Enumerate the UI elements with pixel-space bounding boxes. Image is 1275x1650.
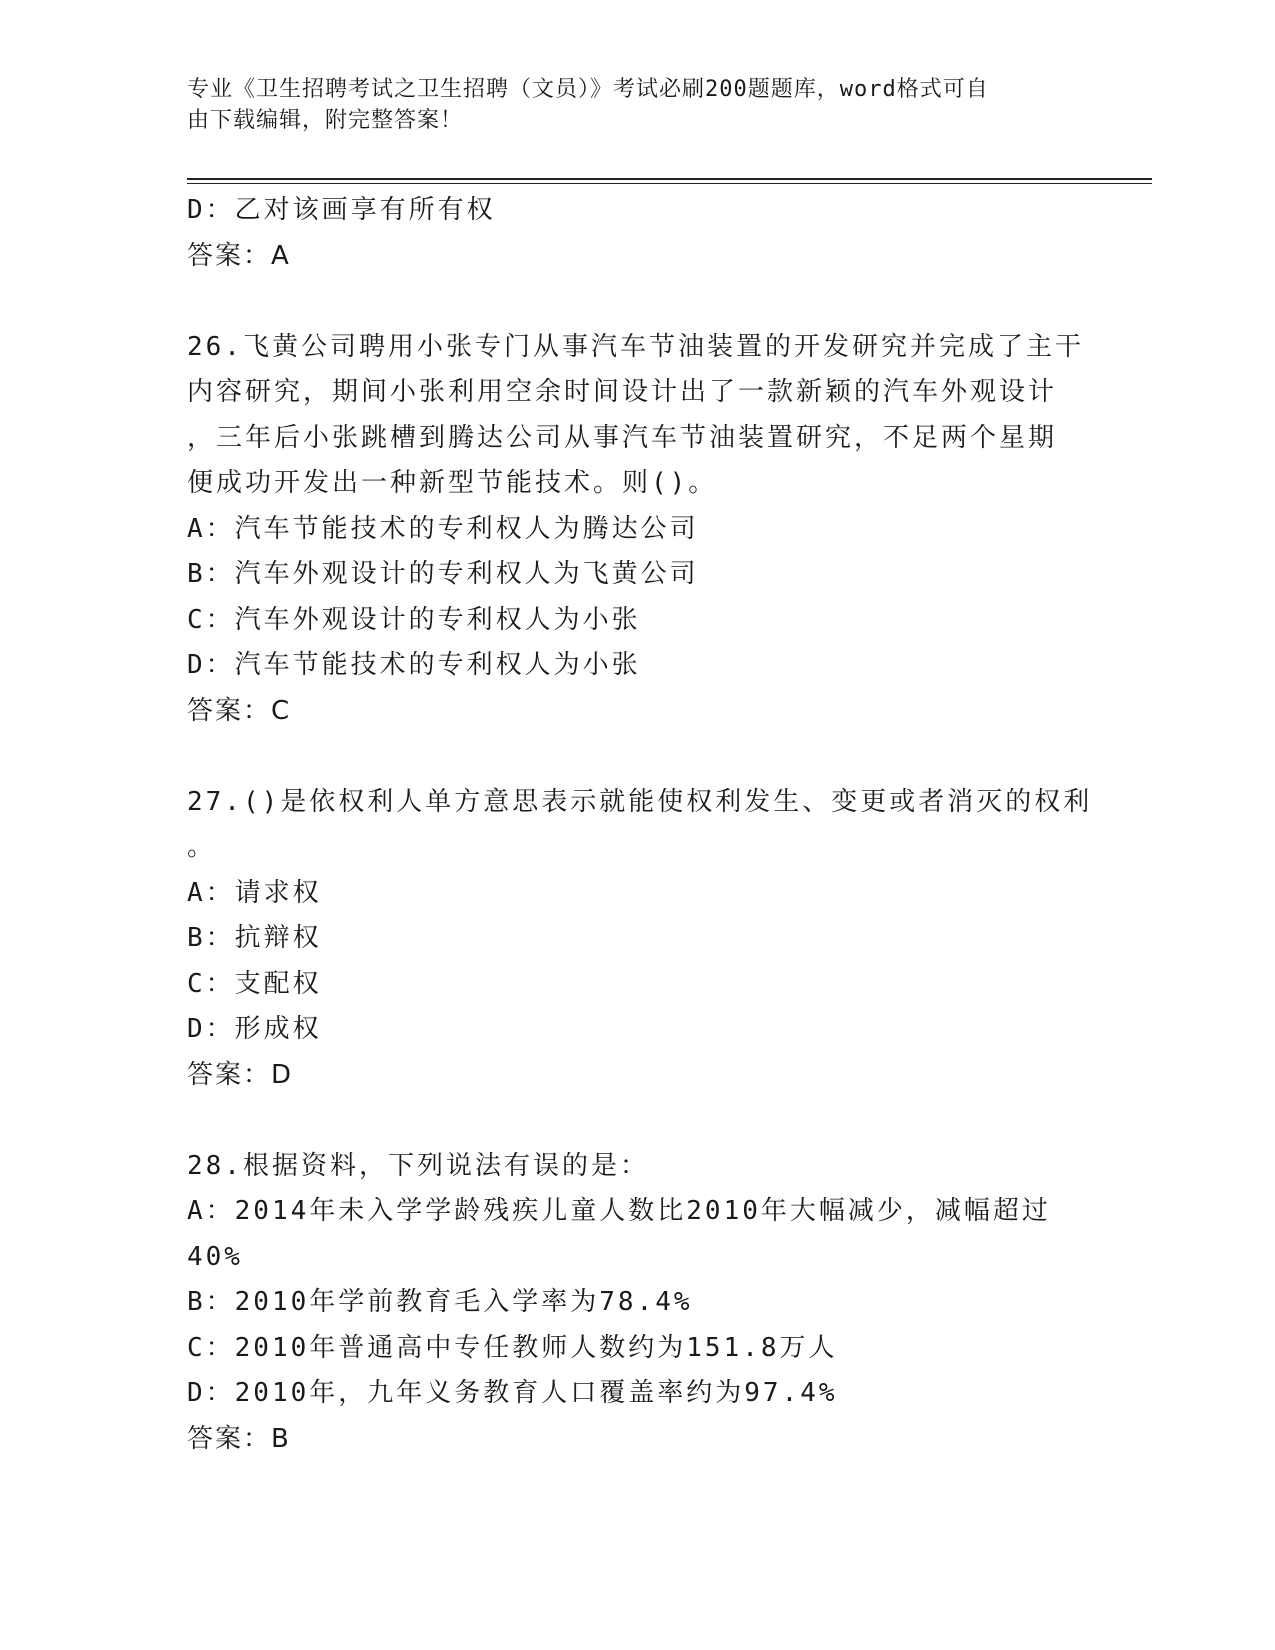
question-28-option-a: A：2014年未入学学龄残疾儿童人数比2010年大幅减少，减幅超过 (187, 1196, 1051, 1226)
question-27-stem-line-1: 27.()是依权利人单方意思表示就能使权利发生、变更或者消灭的权利 (187, 786, 1093, 817)
question-26-stem-line-4: 便成功开发出一种新型节能技术。则()。 (187, 468, 718, 498)
question-26-stem-line-3: ，三年后小张跳槽到腾达公司从事汽车节油装置研究，不足两个星期 (187, 422, 1058, 453)
question-26-option-d: D：汽车节能技术的专利权人为小张 (187, 650, 641, 680)
question-26-stem-line-1: 26.飞黄公司聘用小张专门从事汽车节油装置的开发研究并完成了主干 (187, 331, 1084, 362)
question-28 (187, 1144, 1087, 1463)
question-list (187, 188, 1093, 1462)
question-28-option-c: C：2010年普通高中专任教师人数约为151.8万人 (187, 1332, 838, 1363)
question-26-option-b: B：汽车外观设计的专利权人为飞黄公司 (187, 559, 699, 589)
spacer (187, 1098, 1087, 1144)
question-28-answer: 答案：B (187, 1423, 291, 1454)
question-27-option-a: A：请求权 (187, 877, 322, 908)
spacer (187, 279, 1087, 325)
header-rule-thin (187, 183, 1152, 184)
question-25-option-d: D：乙对该画享有所有权 (187, 195, 496, 225)
question-27-option-c: C：支配权 (187, 968, 322, 999)
question-28-option-a-continued: 40% (187, 1241, 243, 1272)
question-27-stem-line-2: 。 (187, 832, 217, 862)
question-26-option-a: A：汽车节能技术的专利权人为腾达公司 (187, 513, 699, 544)
question-28-stem-line-1: 28.根据资料，下列说法有误的是： (187, 1150, 649, 1181)
question-27 (187, 780, 1093, 1099)
question-26-stem-line-2: 内容研究，期间小张利用空余时间设计出了一款新颖的汽车外观设计 (187, 377, 1058, 407)
question-26 (187, 325, 1087, 735)
document-header (187, 74, 1067, 136)
question-28-option-d: D：2010年，九年义务教育人口覆盖率约为97.4% (187, 1378, 838, 1408)
question-25-tail (187, 188, 1087, 279)
question-26-option-c: C：汽车外观设计的专利权人为小张 (187, 604, 641, 635)
header-line-1: 专业《卫生招聘考试之卫生招聘（文员）》考试必刷200题题库，word格式可自 (187, 77, 989, 102)
spacer (187, 734, 1087, 780)
question-27-option-b: B：抗辩权 (187, 923, 322, 953)
question-26-answer: 答案：C (187, 695, 292, 726)
header-line-2: 由下载编辑，附完整答案！ (187, 108, 464, 133)
question-27-option-d: D：形成权 (187, 1014, 322, 1044)
question-28-option-b: B：2010年学前教育毛入学率为78.4% (187, 1287, 693, 1317)
header-rule-thick (187, 178, 1152, 180)
question-25-answer: 答案：A (187, 240, 291, 271)
question-27-answer: 答案：D (187, 1059, 294, 1090)
